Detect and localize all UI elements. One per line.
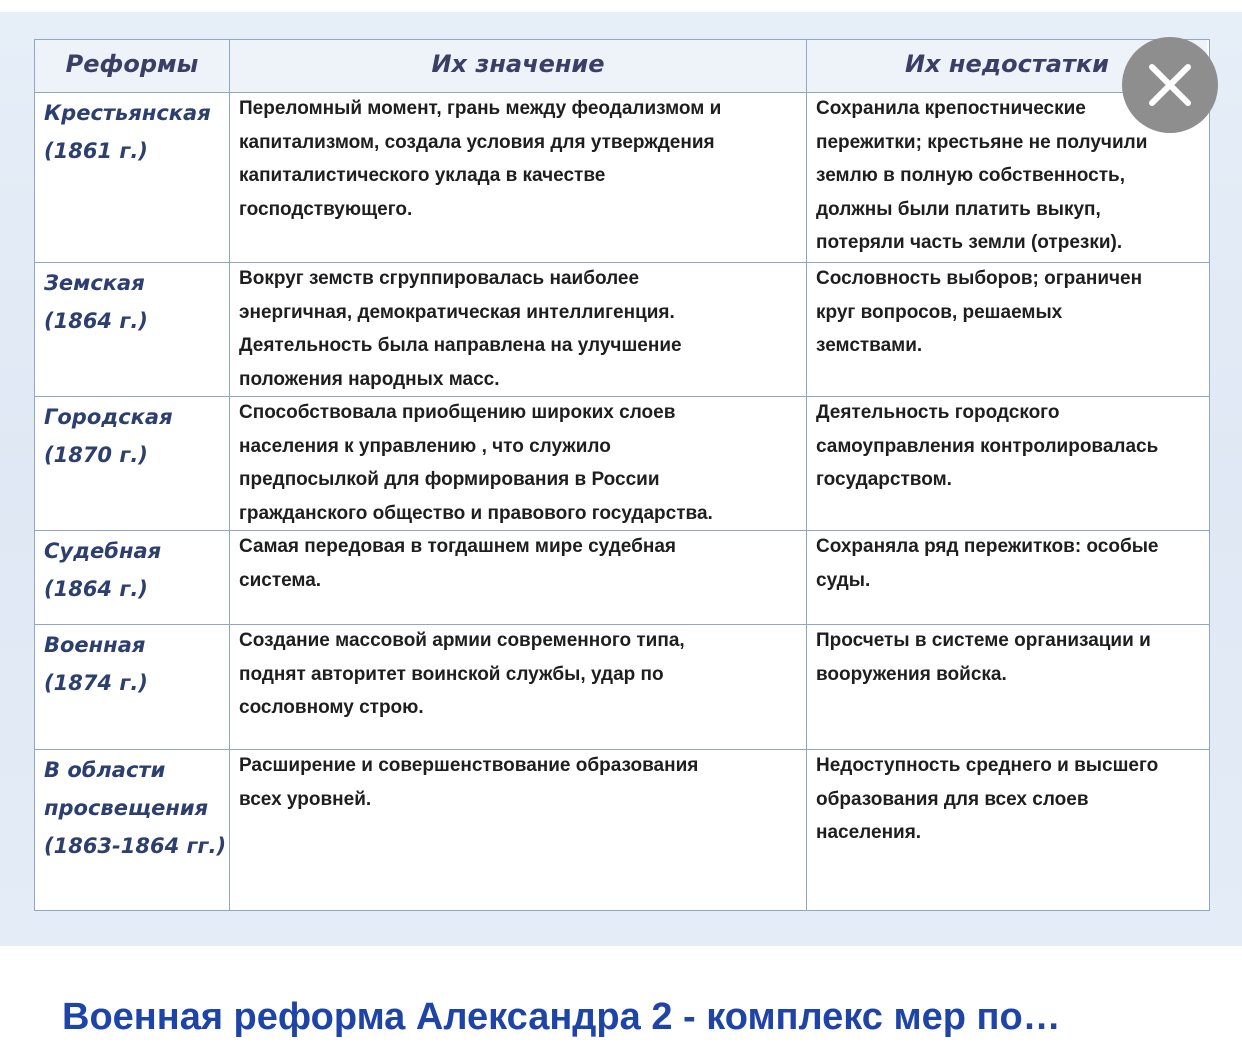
text-line: Сохраняла ряд пережитков: особые bbox=[816, 536, 1159, 557]
text-line: самоуправления контролировалась bbox=[816, 435, 1159, 457]
table-image bbox=[0, 12, 1242, 946]
column-divider bbox=[229, 40, 230, 910]
text-line: Создание массовой армии современного типа, bbox=[239, 630, 685, 651]
reform-name-cell bbox=[35, 262, 229, 340]
text-line: государством. bbox=[816, 469, 952, 491]
meaning-cell bbox=[239, 624, 805, 725]
text-line: Деятельность городского bbox=[816, 402, 1060, 423]
text-line: капитализмом, создала условия для утверждения bbox=[239, 131, 715, 153]
reform-name: просвещения bbox=[44, 796, 209, 820]
text-line: землю в полную собственность, bbox=[816, 165, 1125, 187]
reform-name: Городская bbox=[44, 405, 173, 429]
flaws-cell bbox=[816, 262, 1207, 363]
column-divider bbox=[806, 40, 807, 910]
text-line: Переломный момент, грань между феодализмом и bbox=[239, 98, 722, 119]
text-line: сословному строю. bbox=[239, 697, 424, 719]
meaning-cell bbox=[239, 396, 805, 530]
text-line: населения. bbox=[816, 822, 922, 844]
text-line: Просчеты в системе организации и bbox=[816, 630, 1151, 651]
text-line: Способствовала приобщению широких слоев bbox=[239, 402, 676, 423]
reform-year: (1863-1864 гг.) bbox=[44, 834, 227, 858]
meaning-cell bbox=[239, 530, 805, 597]
text-line: вооружения войска. bbox=[816, 663, 1007, 685]
text-line: земствами. bbox=[816, 335, 923, 357]
reform-name-cell bbox=[35, 624, 229, 702]
text-line: суды. bbox=[816, 569, 871, 591]
meaning-cell bbox=[239, 749, 805, 816]
reform-year: (1870 г.) bbox=[44, 443, 148, 467]
reform-name-cell bbox=[35, 530, 229, 608]
text-line: предпосылкой для формирования в России bbox=[239, 469, 660, 491]
text-line: пережитки; крестьяне не получили bbox=[816, 131, 1148, 153]
text-line: населения к управлению , что служило bbox=[239, 435, 611, 457]
reform-year: (1874 г.) bbox=[44, 671, 148, 695]
text-line: система. bbox=[239, 569, 322, 591]
reform-year: (1861 г.) bbox=[44, 139, 148, 163]
close-button[interactable] bbox=[1122, 37, 1218, 133]
reform-year: (1864 г.) bbox=[44, 309, 148, 333]
flaws-cell bbox=[816, 624, 1207, 691]
text-line: гражданского общество и правового государства. bbox=[239, 502, 713, 524]
text-line: Сословность выборов; ограничен bbox=[816, 268, 1143, 289]
flaws-cell bbox=[816, 396, 1207, 497]
text-line: положения народных масс. bbox=[239, 368, 500, 390]
text-line: энергичная, демократическая интеллигенция. bbox=[239, 301, 675, 323]
reform-name: Военная bbox=[44, 633, 146, 657]
reform-name-cell bbox=[35, 749, 229, 865]
text-line: капиталистического уклада в качестве bbox=[239, 165, 606, 187]
reform-name-cell bbox=[35, 92, 229, 170]
text-line: должны были платить выкуп, bbox=[816, 198, 1101, 220]
text-line: круг вопросов, решаемых bbox=[816, 301, 1063, 323]
text-line: Вокруг земств сгруппировалась наиболее bbox=[239, 268, 640, 289]
header-flaws: Их недостатки bbox=[807, 40, 1207, 92]
reform-name-cell bbox=[35, 396, 229, 474]
text-line: Деятельность была направлена на улучшение bbox=[239, 335, 682, 357]
meaning-cell bbox=[239, 92, 805, 226]
reform-name: Земская bbox=[44, 271, 145, 295]
reform-year: (1864 г.) bbox=[44, 577, 148, 601]
text-line: Недоступность среднего и высшего bbox=[816, 755, 1159, 776]
text-line: поднят авторитет воинской службы, удар по bbox=[239, 663, 664, 685]
reform-name: Судебная bbox=[44, 539, 162, 563]
reform-name: В области bbox=[44, 758, 166, 782]
text-line: всех уровней. bbox=[239, 788, 372, 810]
text-line: потеряли часть земли (отрезки). bbox=[816, 232, 1123, 254]
close-icon bbox=[1146, 61, 1194, 109]
header-meaning: Их значение bbox=[230, 40, 806, 92]
result-caption-link[interactable]: Военная реформа Александра 2 - комплекс мер по… bbox=[62, 996, 1061, 1038]
reforms-table bbox=[34, 39, 1210, 911]
flaws-cell bbox=[816, 530, 1207, 597]
text-line: Расширение и совершенствование образования bbox=[239, 755, 699, 776]
meaning-cell bbox=[239, 262, 805, 396]
reform-name: Крестьянская bbox=[44, 101, 211, 125]
flaws-cell bbox=[816, 749, 1207, 850]
text-line: Самая передовая в тогдашнем мире судебная bbox=[239, 536, 676, 557]
header-reforms: Реформы bbox=[35, 40, 229, 92]
text-line: Сохранила крепостнические bbox=[816, 98, 1086, 119]
text-line: господствующего. bbox=[239, 198, 413, 220]
text-line: образования для всех слоев bbox=[816, 788, 1089, 810]
